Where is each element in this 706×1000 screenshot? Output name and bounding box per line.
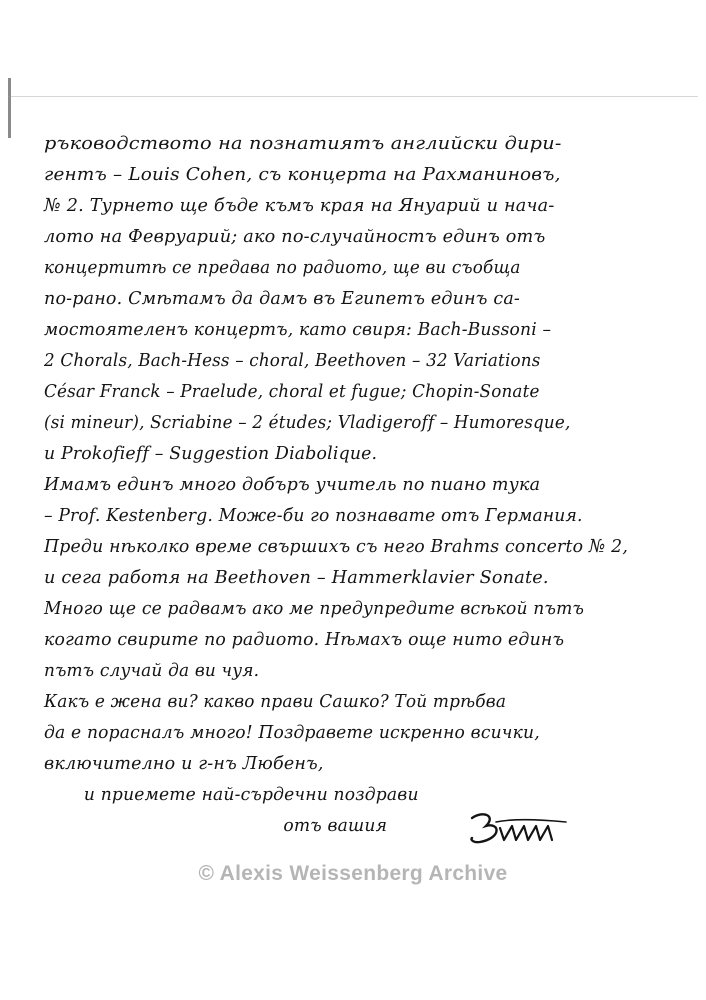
handwritten-letter: [44, 128, 674, 841]
letter-line-15: и сега работя на Beethoven – Hammerklavier Sonate.: [44, 567, 549, 588]
letter-line-6: по-рано. Смѣтамъ да дамъ въ Египетъ единъ са-: [44, 288, 521, 309]
archive-watermark: © Alexis Weissenberg Archive: [198, 862, 508, 885]
letter-line-21: включително и г-нъ Любенъ,: [44, 753, 324, 774]
letter-line-1: ръководството на познатиятъ английски дири-: [44, 133, 562, 154]
letter-line-20: да е порасналъ много! Поздравете искренно всички,: [44, 722, 540, 743]
letter-line-14: Преди нѣколко време свършихъ съ него Brahms concerto № 2,: [44, 536, 629, 557]
letter-line-13: – Prof. Kestenberg. Може-би го познавате отъ Германия.: [44, 505, 583, 526]
letter-line-3: № 2. Турнето ще бъде къмъ края на Януарий и нача-: [44, 195, 555, 216]
letter-closing-line: и приемете най-сърдечни поздрави: [83, 784, 419, 805]
scan-edge-mark: [8, 78, 11, 138]
letter-line-8: 2 Chorals, Bach-Hess – choral, Beethoven – 32 Variations: [44, 350, 541, 371]
letter-line-18: пътъ случай да ви чуя.: [44, 660, 260, 681]
letter-line-10: (si mineur), Scriabine – 2 études; Vladigeroff – Humoresque,: [44, 412, 571, 433]
handwritten-signature: [466, 808, 576, 848]
letter-line-9: César Franck – Praelude, choral et fugue; Chopin-Sonate: [44, 381, 540, 402]
scan-top-line: [8, 96, 698, 97]
letter-from-line: отъ вашия: [283, 815, 388, 836]
letter-line-17: когато свирите по радиото. Нѣмахъ още нито единъ: [44, 629, 565, 650]
letter-line-5: концертитѣ се предава по радиото, ще ви съобща: [44, 257, 521, 278]
letter-line-7: мостоятеленъ концертъ, като свиря: Bach-Bussoni –: [44, 319, 552, 340]
letter-line-2: гентъ – Louis Cohen, съ концерта на Рахманиновъ,: [44, 164, 561, 185]
letter-line-19: Какъ е жена ви? какво прави Сашко? Той трѣбва: [44, 691, 507, 712]
letter-line-12: Имамъ единъ много добъръ учитель по пиано тука: [44, 474, 541, 495]
letter-line-11: и Prokofieff – Suggestion Diabolique.: [44, 443, 378, 464]
letter-line-4: лото на Февруарий; ако по-случайностъ единъ отъ: [44, 226, 546, 247]
letter-line-16: Много ще се радвамъ ако ме предупредите всѣкой пътъ: [44, 598, 585, 619]
